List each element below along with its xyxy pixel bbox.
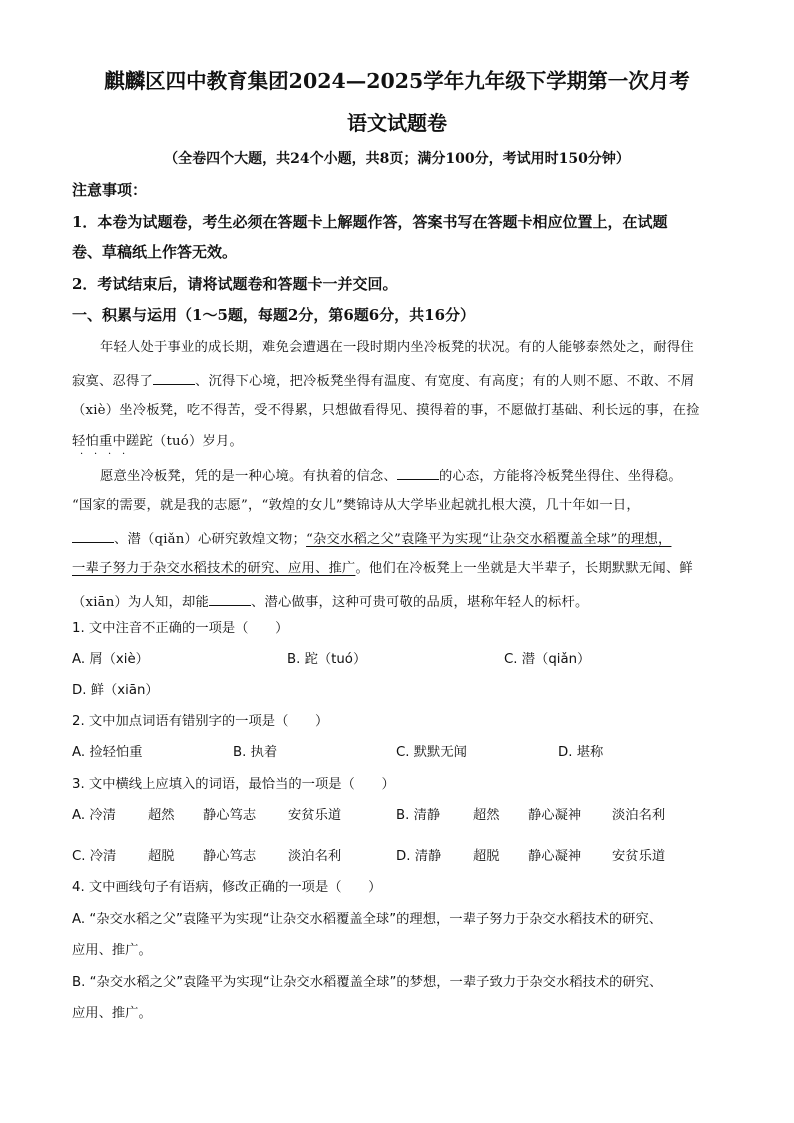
notice-item-1-line-1: 1．本卷为试题卷，考生必须在答题卡上解题作答，答案书写在答题卡相应位置上，在试题 [72,213,668,231]
notice-item-1-line-2: 卷、草稿纸上作答无效。 [72,243,238,261]
fill-blank-2 [397,467,439,480]
question-1-stem: 1. 文中注音不正确的一项是（ ） [72,621,289,636]
exam-title: 麒麟区四中教育集团2024—2025学年九年级下学期第一次月考 [104,69,690,93]
question-1-option-a: A. 屑（xiè） [72,652,149,667]
passage-text: 的心态，方能将冷板凳坐得住、坐得稳。 [438,469,682,484]
question-3-option-b-word: 静心凝神 [528,808,582,823]
question-3-option-a-word: 安贫乐道 [288,808,342,823]
question-4-option-a-line-2: 应用、推广。 [72,943,152,958]
question-2-stem: 2. 文中加点词语有错别字的一项是（ ） [72,714,329,729]
question-2-option-d: D. 堪称 [558,745,604,760]
passage-p1-line-4: 轻怕重中蹉跎（tuó）岁月。 [72,434,243,449]
question-3-option-c-word: 超脱 [148,849,175,864]
question-3-option-c-word: 淡泊名利 [288,849,342,864]
notice-item-2: 2．考试结束后，请将试题卷和答题卡一并交回。 [72,275,398,293]
passage-text: 寂寞、忍得了 [72,374,153,389]
question-3-option-a: A. 冷清 [72,808,116,823]
passage-text: 、沉得下心境，把冷板凳坐得有温度、有宽度、有高度；有的人则不愿、不敢、不屑 [194,374,695,389]
question-4-option-b-line-1: B. “杂交水稻之父”袁隆平为实现“让杂交水稻覆盖全球”的梦想，一辈子致力于杂交水稻技术的研究、 [72,975,663,990]
question-1-option-b: B. 跎（tuó） [287,652,367,667]
question-4-stem: 4. 文中画线句子有语病，修改正确的一项是（ ） [72,880,382,895]
question-3-option-d-word: 安贫乐道 [612,849,666,864]
passage-p1-line-2 [72,372,694,388]
passage-text: 。他们在冷板凳上一坐就是大半辈子，长期默默无闻、鲜 [355,561,693,576]
question-1-option-d: D. 鲜（xiān） [72,683,159,698]
passage-text: 、潜（qiǎn）心研究敦煌文物； [114,532,307,547]
exam-subtitle: 语文试题卷 [347,111,447,135]
question-3-option-b-word: 淡泊名利 [612,808,666,823]
passage-text: （xiān）为人知，却能 [72,595,210,610]
question-3-option-a-word: 静心笃志 [203,808,257,823]
question-2-option-c: C. 默默无闻 [396,745,467,760]
emphasis-dot: · [94,449,98,460]
section-1-heading: 一、积累与运用（1～5题，每题2分，第6题6分，共16分） [72,306,476,324]
passage-p2-line-2: “国家的需要，就是我的志愿”，“敦煌的女儿”樊锦诗从大学毕业起就扎根大漠，几十年如一日， [72,498,640,513]
underlined-sentence: 一辈子努力于杂交水稻技术的研究、应用、推广 [72,561,356,576]
passage-text: 愿意坐冷板凳，凭的是一种心境。有执着的信念、 [100,469,397,484]
passage-p2-line-1 [100,467,682,483]
question-3-option-d: D. 清静 [396,849,442,864]
question-4-option-b-line-2: 应用、推广。 [72,1006,152,1021]
underlined-sentence: “杂交水稻之父”袁隆平为实现“让杂交水稻覆盖全球”的理想， [306,532,672,547]
passage-p2-line-4 [72,562,693,575]
fill-blank-1 [153,372,195,385]
emphasis-dot: · [80,449,84,460]
passage-p2-line-5 [72,593,588,609]
fill-blank-4 [209,593,251,606]
exam-info: （全卷四个大题，共24个小题，共8页；满分100分，考试用时150分钟） [164,151,630,167]
question-3-option-c-word: 静心笃志 [203,849,257,864]
emphasis-dot: · [122,449,126,460]
question-2-option-b: B. 执着 [233,745,278,760]
question-4-option-a-line-1: A. “杂交水稻之父”袁隆平为实现“让杂交水稻覆盖全球”的理想，一辈子努力于杂交水稻技术的研究、 [72,912,663,927]
fill-blank-3 [72,530,114,543]
question-3-option-b: B. 清静 [396,808,441,823]
passage-text: 、潜心做事，这种可贵可敬的品质，堪称年轻人的标杆。 [251,595,589,610]
question-3-option-d-word: 超脱 [473,849,500,864]
question-3-stem: 3. 文中横线上应填入的词语，最恰当的一项是（ ） [72,777,395,792]
question-3-option-b-word: 超然 [473,808,500,823]
question-3-option-d-word: 静心凝神 [528,849,582,864]
question-2-option-a: A. 捡轻怕重 [72,745,143,760]
question-3-option-c: C. 冷清 [72,849,117,864]
passage-p2-line-3 [72,530,671,546]
emphasis-dot: · [108,449,112,460]
question-3-option-a-word: 超然 [148,808,175,823]
question-1-option-c: C. 潜（qiǎn） [504,652,591,667]
notice-heading: 注意事项： [72,181,148,199]
passage-p1-line-3: （xiè）坐冷板凳，吃不得苦，受不得累，只想做看得见、摸得着的事，不愿做打基础、利长远的事，在捡 [72,403,700,418]
passage-p1-line-1: 年轻人处于事业的成长期，难免会遭遇在一段时期内坐冷板凳的状况。有的人能够泰然处之，耐得住 [100,340,694,355]
